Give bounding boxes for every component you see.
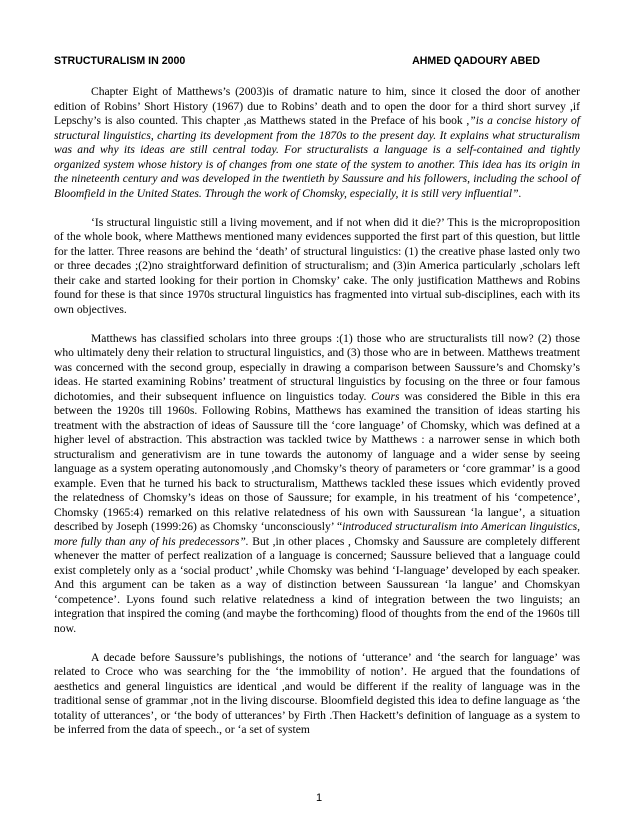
- paragraph-3-cours: Cours: [371, 389, 400, 403]
- paragraph-2: [54, 216, 580, 318]
- paragraph-2-text: ‘Is structural linguistic still a living movement, and if not when did it die?’ This is the microproposition of the whole book, where Matthews mentioned many evidences supported the first part of this question, but little for the latter. Three reasons are behind the ‘death’ of structural linguistics: (1) the creative phase lasted only two or three decades ;(2)no straightforward definition of structuralism; and (3)in America particularly ,scholars left their cake and started looking for their portion in Chomsky’ cake. The only justification Matthews and Robins found for these is that since 1970s structural linguistics has fragmented into virtual sub-disciplines, each with its own objectives.: [54, 215, 580, 316]
- body-text: [54, 85, 580, 752]
- header-author: AHMED QADOURY ABED: [412, 55, 540, 67]
- paragraph-3-text-a: Matthews has classified scholars into three groups :(1) those who are structuralists till now? (2) those who ultimately deny their relation to structural linguistics, and (3) those who are in between. Matthews treatment was concerned with the second group, especially in drawing a comparison between Saussure’s and Chomsky’s ideas. He started examining Robins’ treatment of structural linguistics by focusing on the three or four famous dichotomies, and their subsequent influence on linguistics today.: [54, 331, 580, 403]
- paragraph-1-text: Chapter Eight of Matthews’s (2003)is of dramatic nature to him, since it closed the door of another edition of Robins’ Short History (1967) due to Robins’ death and to open the door for a third short survey ,if Lepschy’s is also counted. This chapter ,as Matthews stated in the Preface of his book ,: [54, 85, 580, 127]
- paragraph-3-text-c: But ,in other places , Chomsky and Saussure are completely different whenever the matter of perfect realization of a language is concerned; Saussure believed that a language could exist completely only as a ‘social product’ ,while Chomsky was behind ‘I-language’ developed by each speaker. And this argument can be taken as a way of distinction between Saussurean ‘la langue’ and Chomskyan ‘competence’. Lyons found such relative relatedness a kind of integration between the two linguists; an integration that inspired the coming (and maybe the forthcoming) flood of thoughts from the end of the 1960s till now.: [54, 534, 580, 635]
- header-title: STRUCTURALISM IN 2000: [54, 55, 186, 67]
- page-number: 1: [315, 792, 323, 804]
- paragraph-1-quote: ”is a concise history of structural linguistics, charting its development from the 1870s to the present day. It explains what structuralism was and why its ideas are still central today. For structuralists a language is a self-contained and tightly organized system whose history is of changes from one state of the system to another. This idea has its origin in the nineteenth century and was developed in the twentieth by Saussure and his followers, including the school of Bloomfield in the United States. Through the work of Chomsky, especially, it is still very influential”.: [54, 114, 580, 200]
- paragraph-1: [54, 85, 580, 201]
- paragraph-3-quote: introduced structuralism into American linguistics, more fully than any of his predecessors”.: [54, 520, 580, 548]
- paragraph-3: [54, 332, 580, 637]
- page-header: [54, 55, 540, 67]
- paragraph-4-text: A decade before Saussure’s publishings, the notions of ‘utterance’ and ‘the search for language’ was related to Croce who was searching for the ‘the immobility of notion’. He argued that the foundations of aesthetics and general linguistics are identical ,and would be different if the reality of language was in the traditional sense of grammar ,not in the living discourse. Bloomfield degisted this idea to define language as ‘the totality of utterances’, or ‘the body of utterances’ by Firth .Then Hackett’s definition of language as a system to be inferred from the data of speech., or ‘a set of system: [54, 650, 580, 736]
- paragraph-3-text-b: was considered the Bible in this era between the 1920s till 1960s. Following Robins, Matthews has examined the transition of ideas starting his treatment with the abstraction of ideas of Saussure till the ‘core language’ of Chomsky, which was defined at a higher level of abstraction. This abstraction was tackled twice by Matthews : a narrower sense in which both structuralism and generativism are in tune towards the autonomy of language and a wider sense by seeing language as a system operating autonomously ,and Chomsky’s theory of parameters or ‘core grammar’ is a good example. Even that he turned his back to structuralism, Matthews tackled these issues which evidently proved the relatedness of Chomsky’s ideas on those of Saussure; for example, in his treatment of his ‘competence’, Chomsky (1965:4) remarked on this relative relatedness of his own with Saussurean ‘la langue’, a situation described by Joseph (1999:26) as Chomsky ‘unconsciously’ “: [54, 389, 580, 533]
- paragraph-4: [54, 651, 580, 738]
